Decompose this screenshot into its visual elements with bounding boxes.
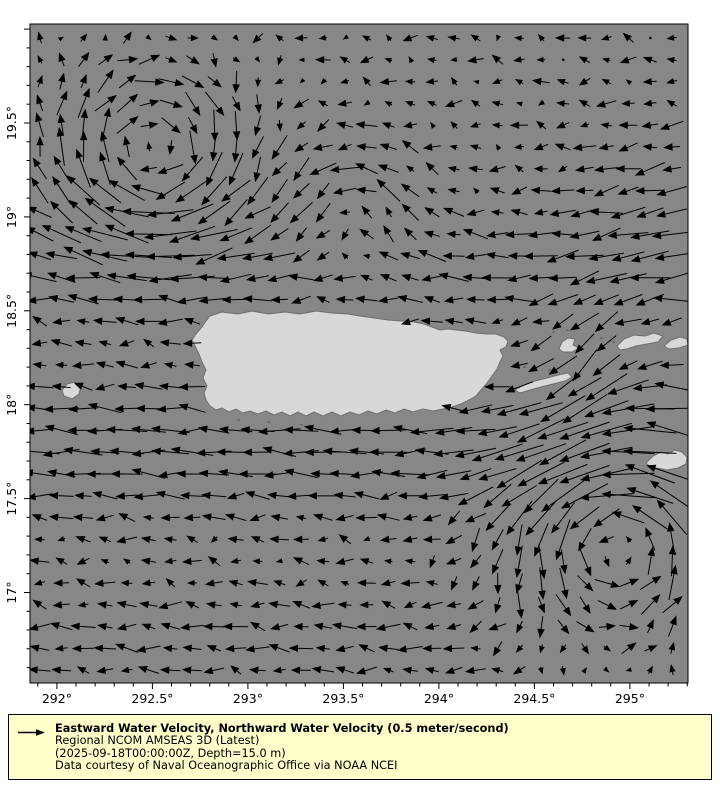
islet [267,421,270,423]
x-axis-labels [42,691,645,706]
islet [552,331,555,333]
islet [548,369,551,371]
x-tick-label: 292.5° [131,691,174,706]
islet [600,337,603,339]
y-tick-label: 19° [4,205,19,228]
legend-time-depth: (2025-09-18T00:00:00Z, Depth=15.0 m) [55,746,286,760]
islet [566,329,569,331]
x-tick-label: 295° [614,691,645,706]
legend-credit: Data courtesy of Naval Oceanographic Office via NOAA NCEI [55,759,398,773]
vector-dot [649,37,652,40]
y-axis-labels [4,106,19,604]
x-tick-label: 294° [423,691,454,706]
islet [612,341,615,343]
y-axis-ticks [24,29,30,668]
x-tick-label: 294.5° [513,691,556,706]
legend-title: Eastward Water Velocity, Northward Water Velocity (0.5 meter/second) [55,722,509,735]
x-axis-ticks [38,683,687,689]
x-tick-label: 293.5° [322,691,365,706]
x-tick-label: 293° [232,691,263,706]
reference-arrow-icon [16,724,46,743]
legend-dataset: Regional NCOM AMSEAS 3D (Latest) [55,734,260,748]
vector-dot [562,59,565,62]
x-tick-label: 292° [41,691,72,706]
y-tick-label: 19.5° [4,105,19,141]
legend-box [8,714,712,780]
y-tick-label: 17.5° [4,481,19,516]
islet [523,366,526,368]
y-tick-label: 18° [4,393,19,416]
islet [300,424,303,426]
y-tick-label: 18.5° [4,293,19,328]
islet [237,419,240,421]
y-tick-label: 17° [4,581,19,604]
